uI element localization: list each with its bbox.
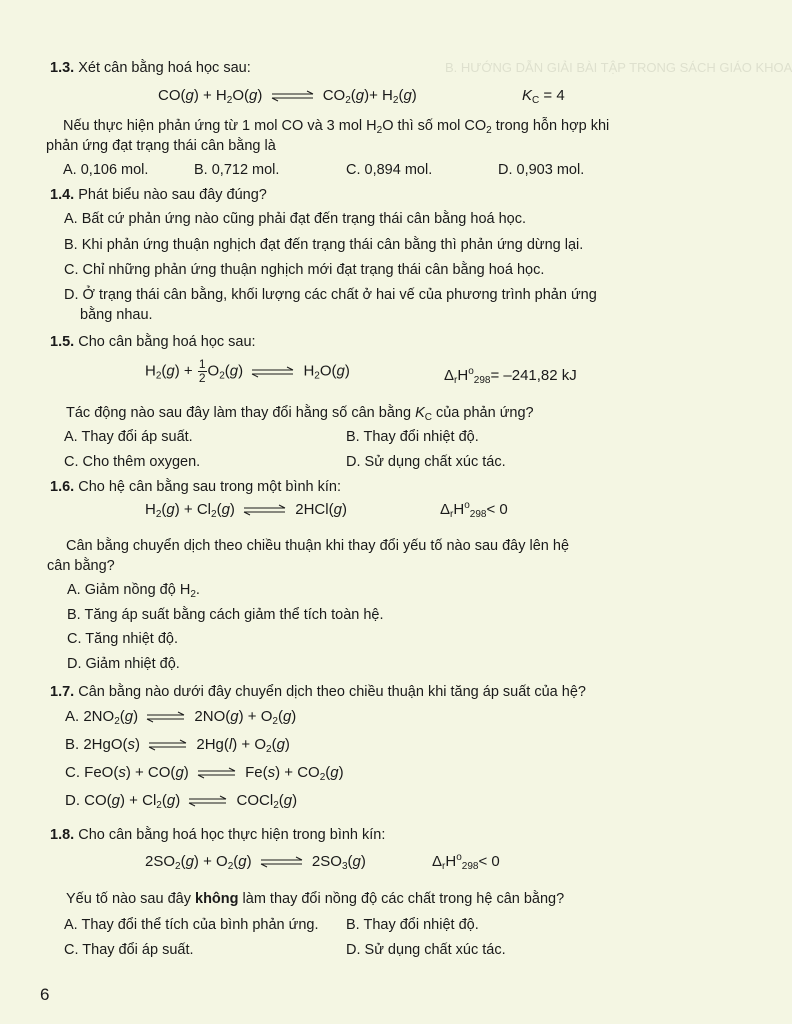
equilibrium-arrow-icon (260, 857, 304, 867)
q15-option-d: D. Sử dụng chất xúc tác. (346, 454, 506, 470)
q15-option-a: A. Thay đổi áp suất. (64, 429, 193, 445)
enthalpy-1-8: $\Delta_rH^o_{298}< 0$ (432, 852, 500, 872)
q18-option-b: B. Thay đổi nhiệt độ. (346, 917, 479, 933)
q18-option-a: A. Thay đổi thể tích của bình phản ứng. (64, 917, 319, 933)
q16-option-c: C. Tăng nhiệt độ. (67, 631, 178, 647)
equation-1-5: $H_2(g)$ + $\frac{1}{2}$ $O_2(g)$ $H_2O(g)$ (145, 357, 350, 385)
equilibrium-arrow-icon (188, 796, 228, 806)
equation-1-3: $CO(g) + H_2O(g)$ $CO_2(g)+ H_2(g)$ (158, 87, 417, 106)
q14-option-d-line2: bằng nhau. (80, 307, 153, 323)
q16-option-d: D. Giảm nhiệt độ. (67, 656, 180, 672)
q15-option-c: C. Cho thêm oxygen. (64, 454, 201, 470)
q15-text: Tác động nào sau đây làm thay đổi hằng số cân bằng $K_C$ của phản ứng? (66, 405, 534, 423)
kc-value: $K_C = 4$ (522, 87, 565, 106)
q18-text: Yếu tố nào sau đây không làm thay đổi nồng độ các chất trong hệ cân bằng? (66, 891, 565, 907)
equation-1-8: $2SO_2(g) + O_2(g)$ $2SO_3(g)$ (145, 853, 366, 872)
equilibrium-arrow-icon (148, 740, 188, 750)
q13-option-c: C. 0,894 mol. (346, 162, 433, 178)
question-1-3: 1.3. Xét cân bằng hoá học sau: (50, 60, 251, 76)
q13-text-line2: phản ứng đạt trạng thái cân bằng là (46, 138, 276, 154)
equilibrium-arrow-icon (243, 505, 287, 515)
equation-1-6: $H_2(g) + Cl_2(g)$ 2HCl(g) (145, 501, 347, 520)
q17-option-a: A. $2NO_2(g) 2NO(g) + O_2(g)$ (65, 708, 297, 727)
question-1-4: 1.4. Phát biểu nào sau đây đúng? (50, 187, 267, 203)
equilibrium-arrow-icon (251, 367, 295, 377)
question-1-7: 1.7. Cân bằng nào dưới đây chuyển dịch theo chiều thuận khi tăng áp suất của hệ? (50, 684, 586, 700)
question-1-8: 1.8. Cho cân bằng hoá học thực hiện trong bình kín: (50, 827, 386, 843)
q14-option-a: A. Bất cứ phản ứng nào cũng phải đạt đến trạng thái cân bằng hoá học. (64, 211, 527, 227)
question-1-5: 1.5. Cho cân bằng hoá học sau: (50, 334, 256, 350)
q14-option-c: C. Chỉ những phản ứng thuận nghịch mới đạt trạng thái cân bằng hoá học. (64, 262, 545, 278)
question-1-6: 1.6. Cho hệ cân bằng sau trong một bình kín: (50, 479, 342, 495)
q14-option-d-line1: D. Ở trạng thái cân bằng, khối lượng các chất ở hai vế của phương trình phản ứng (64, 287, 597, 303)
q13-option-d: D. 0,903 mol. (498, 162, 585, 178)
q13-text-line1: Nếu thực hiện phản ứng từ 1 mol CO và 3 mol $H_2O$ thì số mol $CO_2$ trong hỗn hợp khi (63, 118, 610, 136)
show-through-text: B. HƯỚNG DẪN GIẢI BÀI TẬP TRONG SÁCH GIÁO KHOA (445, 60, 792, 75)
q18-option-d: D. Sử dụng chất xúc tác. (346, 942, 506, 958)
enthalpy-1-5: $\Delta_rH^o_{298}= -241,82$ kJ (444, 366, 577, 386)
q16-text-line2: cân bằng? (47, 558, 115, 574)
equilibrium-arrow-icon (197, 768, 237, 778)
equilibrium-arrow-icon (271, 91, 315, 101)
q18-option-c: C. Thay đổi áp suất. (64, 942, 194, 958)
q16-option-a: A. Giảm nồng độ $H_2$. (67, 582, 200, 600)
q13-option-a: A. 0,106 mol. (63, 162, 149, 178)
q15-option-b: B. Thay đổi nhiệt độ. (346, 429, 479, 445)
q17-option-c: C. FeO(s) + CO(g) $Fe(s) + CO_2(g)$ (65, 764, 344, 783)
q16-text-line1: Cân bằng chuyển dịch theo chiều thuận khi thay đổi yếu tố nào sau đây lên hệ (66, 538, 570, 554)
enthalpy-1-6: $\Delta_rH^o_{298}< 0$ (440, 500, 508, 520)
q14-option-b: B. Khi phản ứng thuận nghịch đạt đến trạng thái cân bằng thì phản ứng dừng lại. (64, 237, 584, 253)
equilibrium-arrow-icon (146, 712, 186, 722)
page-number: 6 (40, 985, 50, 1004)
q17-option-d: D. $CO(g) + Cl_2(g)$ COCl$_2$(g) (65, 792, 298, 811)
q16-option-b: B. Tăng áp suất bằng cách giảm thể tích toàn hệ. (67, 607, 384, 623)
q17-option-b: B. 2HgO(s) $2Hg(l) + O_2(g)$ (65, 736, 290, 755)
q13-option-b: B. 0,712 mol. (194, 162, 280, 178)
